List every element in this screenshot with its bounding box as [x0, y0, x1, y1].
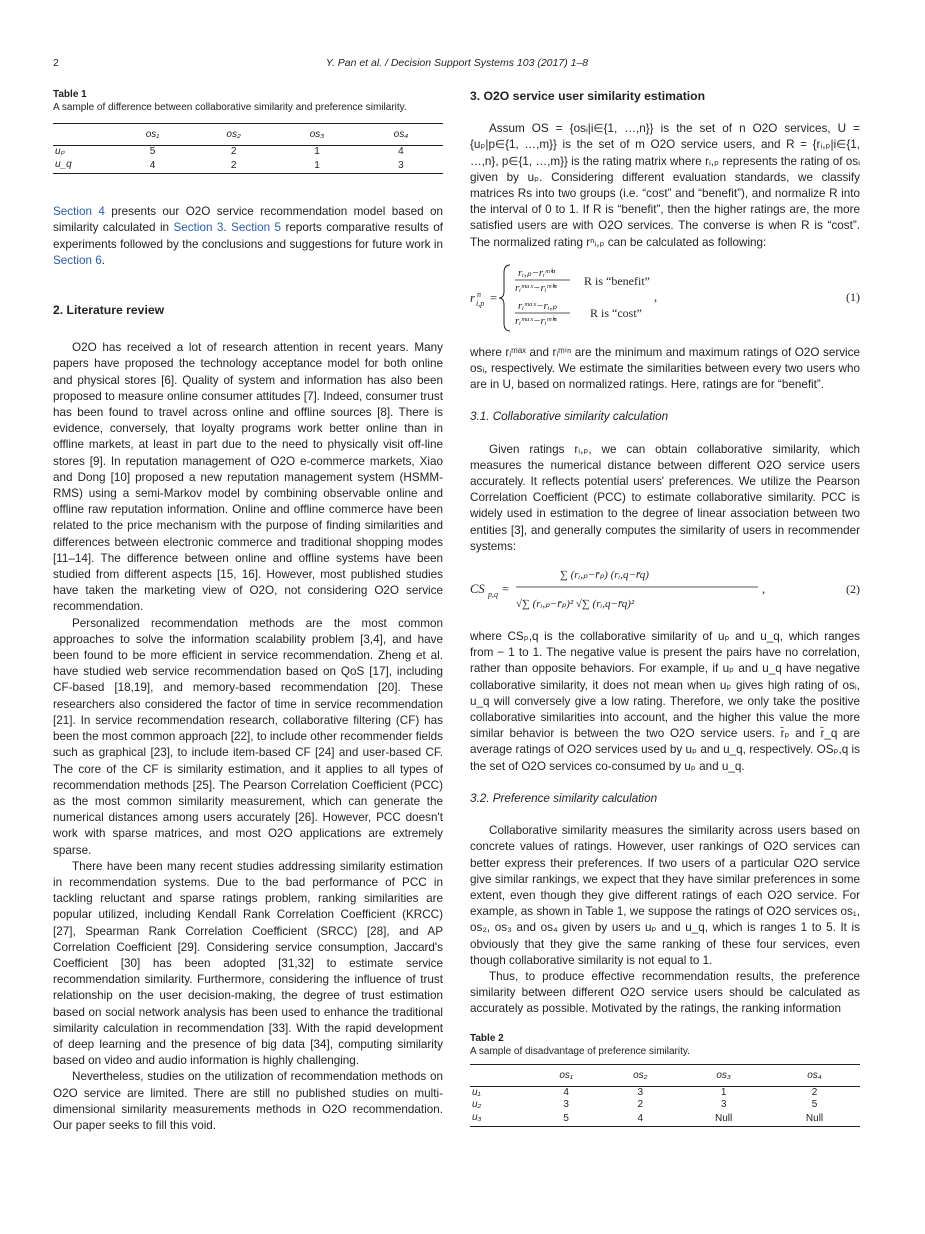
section-3-paragraph: Assum OS = {osᵢ|i∈{1, …,n}} is the set of n O2O services, U = {uₚ|p∈{1, …,m}} is the set of m O2O service users, and R = {rᵢ,ₚ|i∈{1, …,n}, p∈{1, …,m}} is the rating matrix where rᵢ,ₚ represents the rating of osᵢ given by uₚ. Considering different evaluation standards, we classify matrices Rs into two groups (i.e. “cost” and “benefit”), and normalize R into the interval of 0 to 1. If R is “benefit”, then the higher ratings are, the more satisfied users are with O2O services. The converse is when R is “cost”. The normalized rating rⁿᵢ,ₚ can be calculated as following:	[470, 122, 860, 249]
table-2-col-header: os₁	[559, 1069, 574, 1081]
table-row: u₁ 4 3 1 2	[472, 1086, 818, 1098]
section-2-heading: 2. Literature review	[53, 303, 165, 318]
section-5-link[interactable]: Section 5	[231, 221, 282, 235]
section-4-link[interactable]: Section 4	[53, 205, 105, 219]
equation-1: r n i,p = rᵢ,ₚ−rᵢᵐⁱⁿ rᵢᵐᵃˣ−rᵢᵐⁱⁿ rᵢᵐᵃˣ−rᵢ,ₚ rᵢᵐᵃˣ−rᵢᵐⁱⁿ R is “benefit” R is “cost” , (1)	[470, 261, 860, 335]
table-1-caption: A sample of difference between collaborative similarity and preference similarity.	[53, 102, 407, 113]
section-6-link[interactable]: Section 6	[53, 253, 102, 267]
table-1-col-header: os₃	[309, 129, 325, 140]
svg-text:CS: CS	[470, 582, 485, 597]
svg-text:i,p: i,p	[476, 298, 485, 308]
svg-text:n: n	[477, 289, 481, 299]
table-2-title: Table 2	[470, 1032, 504, 1044]
svg-text:rᵢᵐᵃˣ−rᵢᵐⁱⁿ: rᵢᵐᵃˣ−rᵢᵐⁱⁿ	[515, 314, 557, 327]
section-2-paragraph: Nevertheless, studies on the utilization of recommendation methods on O2O service are limited. There are still no published studies on multi-dimensional similarity measurements methods in O2O recommendation. Our paper seeks to fill this void.	[53, 1070, 443, 1132]
svg-text:p,q: p,q	[488, 590, 498, 600]
table-1-title: Table 1	[53, 89, 87, 100]
section-3-paragraph: where rᵢᵐᵃˣ and rᵢᵐⁱⁿ are the minimum and maximum ratings of O2O service osᵢ, respectively. We estimate the similarities between every two users who are in U, based on normalized ratings. Here, ratings are for “benefit”.	[470, 345, 860, 392]
section-2-paragraph: There have been many recent studies addressing similarity estimation in recommendation systems. Due to the bad performance of PCC in tackling reluctant and sparse ratings problem, ranking similarities are popular utilized, including Kendall Rank Correlation Coefficient (KRCC) [27], Spearman Rank Correlation Coefficient (SRCC) [28], and AP Correlation Coefficient [29]. Considering service consumption, Jaccard's Coefficient [30] has been adopted [31,32] to estimate service recommendation similarity. Furthermore, considering the influence of trust relationship on the user decision-making, the degree of trust estimation based on social network analysis has been used to enhance the traditional similarity calculation in recommendation [33]. With the rapid development of deep learning and the presence of big data [34], computing similarity based on video and audio information is highly challenging.	[53, 859, 443, 1068]
subsection-3-2-paragraph: Collaborative similarity measures the similarity across users based on concrete values of ratings. However, user rankings of O2O services can better express their preferences. If two users of a particular O2O service give similar rankings, we expect that they have similar preferences in some extent, even though they give different ratings of each O2O service. For example, as shown in Table 1, we suppose the ratings of O2O services os₁, os₂, os₃ and os₄ given by users uₚ and u_q, which is ranges 1 to 5. It is obviously that they give the same ranking of these four services, even though collaborative similarity is not equal to 1.	[470, 824, 860, 967]
equation-2-number: (2)	[846, 582, 860, 597]
equation-1-case-benefit: R is “benefit”	[584, 273, 650, 288]
svg-text:=: =	[490, 290, 498, 305]
left-column	[53, 88, 443, 1134]
subsection-3-2-paragraph: Thus, to produce effective recommendation results, the preference similarity between different O2O service users should be calculated as accurately as possible. Motivated by the ratings, the ranking information	[470, 969, 860, 1016]
table-1-grid	[53, 123, 443, 174]
svg-text:√∑ (rᵢ,ₚ−r̄ₚ)² √∑ (rᵢ,q−r̄q)²: √∑ (rᵢ,ₚ−r̄ₚ)² √∑ (rᵢ,q−r̄q)²	[516, 598, 635, 611]
table-2-col-header: os₄	[807, 1069, 822, 1081]
svg-text:=: =	[502, 582, 510, 597]
table-row: u_q 4 2 1 3	[53, 159, 443, 174]
svg-text:r: r	[470, 290, 475, 305]
table-1-col-header: os₄	[393, 129, 409, 140]
table-1-col-header: os₂	[226, 129, 241, 140]
section-3-heading: 3. O2O service user similarity estimation	[470, 89, 706, 103]
table-2-grid	[470, 1064, 860, 1128]
page-number: 2	[53, 57, 59, 69]
subsection-3-2-heading: 3.2. Preference similarity calculation	[470, 791, 658, 805]
table-row: u₂ 3 2 3 5	[472, 1099, 818, 1111]
section-3-link[interactable]: Section 3	[173, 221, 224, 235]
section-2-paragraph: O2O has received a lot of research attention in recent years. Many papers have proposed the technology acceptance model for both online and physical stores [6]. Quality of system and information has also been proposed to measure online consumer attitudes [7]. Indeed, consumer trust has been found to travel across online and offline sources [8]. There is evidence, conversely, that loyalty programs work better online than in offline markets, at least in part due to the need to physically visit off-line stores [9]. In reputation management of O2O e-commerce markets, Xiao and Dong [10] proposed a new reputation management system (HSMM-RMS) using a semi-Markov model by combining observable online and offline raw reputation information. Online and offline commerce have been related to the price mechanism with the purpose of finding similarities and differences between electronic commerce and traditional shopping modes [11–14]. The difference between online and offline systems have been studied from different aspects [15, 16]. However, most published studies have taken the marketing view of O2O, not considering O2O service recommendation.	[53, 341, 443, 614]
table-row: uₚ 5 2 1 4	[55, 146, 404, 158]
subsection-3-1-paragraph: where CSₚ,q is the collaborative similarity of uₚ and u_q, which ranges from − 1 to 1. The negative value is present the pairs have no correlation, rather than opposite behaviors. For example, if uₚ and u_q have negative collaborative similarity, it does not mean when uₚ gives high rating of osᵢ, u_q will conversely give a low rating. Therefore, we only take the positive collaborative similarities into account, and the higher this value the more similar behavior is between the two O2O service users. r̄ₚ and r̄_q are average ratings of O2O services used by uₚ and u_q, respectively. OSₚ,q is the set of O2O services co-consumed by uₚ and u_q.	[470, 630, 860, 773]
equation-1-case-cost: R is “cost”	[590, 305, 642, 320]
svg-text:rᵢᵐᵃˣ−rᵢ,ₚ: rᵢᵐᵃˣ−rᵢ,ₚ	[518, 299, 557, 312]
table-2-caption: A sample of disadvantage of preference similarity.	[470, 1045, 690, 1057]
section-2-paragraph: Personalized recommendation methods are the most common approaches to solve the information scalability problem [3,4], and have been found to be more efficient in service recommendation. Zheng et al. have studied web service recommendation based on QoS [17], including CF-based [18,19], and memory-based recommendation [20]. These researchers also considered the factor of time in service recommendation [21]. In service recommendation research, collaborative filtering (CF) has been the most common approach [22], to include other recommender fields such as graphical [23], to include item-based CF [24] and user-based CF. The core of the CF is similarity estimation, and it applies to all types of recommendation methods [25]. The Pearson Correlation Coefficient (PCC) as the most common similarity measurement, which can generate the numerical distances among users accurately [26]. However, PCC doesn't work with sparse matrices, and most O2O applications are extremely sparse.	[53, 616, 443, 857]
svg-text:rᵢ,ₚ−rᵢᵐⁱⁿ: rᵢ,ₚ−rᵢᵐⁱⁿ	[518, 266, 555, 279]
table-row: u₃ 5 4 Null Null	[470, 1112, 860, 1127]
intro-paragraph: Section 4 presents our O2O service recommendation model based on similarity calculated in Section 3. Section 5 reports comparative results of experiments followed by the conclusions and suggestions for future work in Section 6.	[53, 205, 443, 267]
table-2-col-header: os₂	[633, 1069, 648, 1081]
equation-2: CS p,q = ∑ (rᵢ,ₚ−r̄ₚ) (rᵢ,q−r̄q) √∑ (rᵢ,ₚ−r̄ₚ)² √∑ (rᵢ,q−r̄q)² , (2)	[470, 563, 860, 619]
right-column	[470, 88, 860, 1127]
table-1	[53, 88, 443, 174]
equation-1-number: (1)	[846, 289, 860, 304]
subsection-3-1-paragraph: Given ratings rᵢ,ₚ, we can obtain collaborative similarity, which measures the numerical distance between different O2O service users accurately. It reflects potential users' preferences. We utilize the Pearson Correlation Coefficient (PCC) to estimate collaborative similarity. PCC is widely used in estimation to the degree of linear association between two entities [3], and generally computes the similarity of users in recommender systems:	[470, 442, 860, 553]
svg-text:rᵢᵐᵃˣ−rᵢᵐⁱⁿ: rᵢᵐᵃˣ−rᵢᵐⁱⁿ	[515, 281, 557, 294]
page-header	[53, 57, 861, 73]
table-1-col-header: os₁	[145, 129, 160, 140]
subsection-3-1-heading: 3.1. Collaborative similarity calculation	[470, 410, 669, 424]
equation-2-graphic	[470, 563, 770, 619]
table-2-col-header: os₃	[716, 1069, 731, 1081]
svg-text:∑ (rᵢ,ₚ−r̄ₚ) (rᵢ,q−r̄q): ∑ (rᵢ,ₚ−r̄ₚ) (rᵢ,q−r̄q)	[560, 569, 649, 582]
journal-reference: Y. Pan et al. / Decision Support Systems 103 (2017) 1–8	[325, 57, 589, 69]
table-2	[470, 1032, 860, 1128]
